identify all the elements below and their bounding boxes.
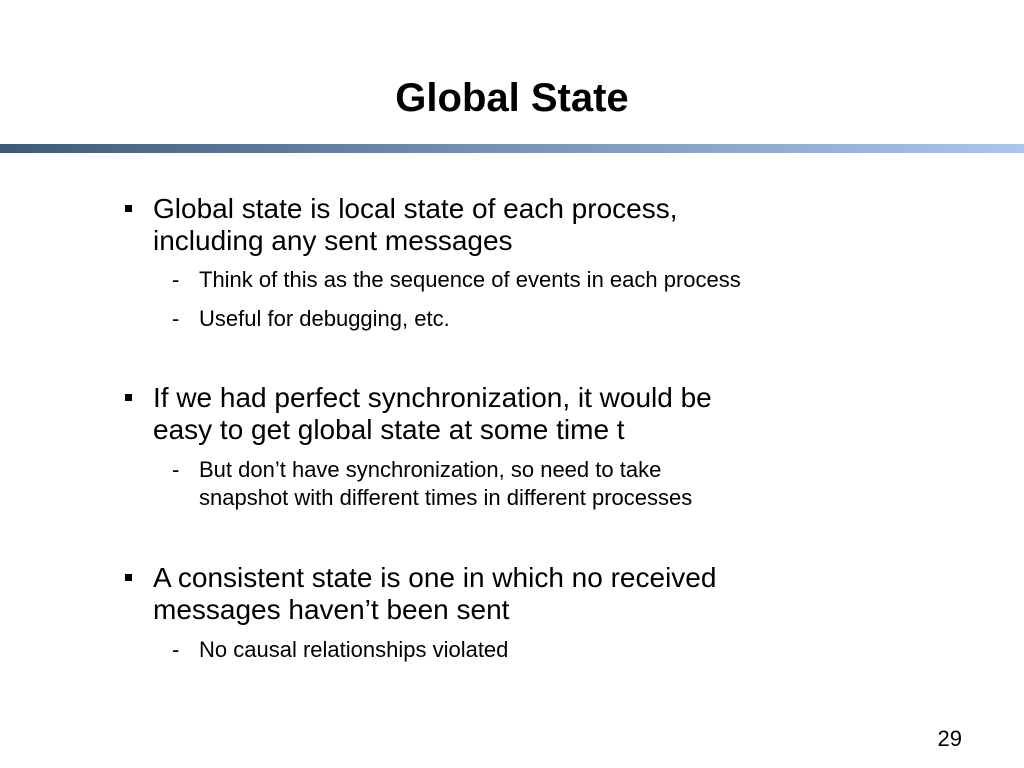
bullet-line: including any sent messages	[153, 225, 513, 256]
bullet-line: messages haven’t been sent	[153, 594, 510, 625]
bullet-line: Global state is local state of each process,	[153, 193, 678, 224]
sub-bullet-marker: -	[172, 306, 180, 331]
sub-bullet-line: snapshot with different times in different processes	[199, 485, 693, 510]
bullet-marker	[125, 205, 132, 212]
bullet-line: A consistent state is one in which no received	[153, 562, 717, 593]
sub-bullet-marker: -	[172, 457, 180, 482]
sub-bullet-line: No causal relationships violated	[199, 637, 509, 662]
sub-bullet-line: But don’t have synchronization, so need to take	[199, 457, 662, 482]
slide-page-number: 29	[937, 726, 962, 751]
bullet-marker	[125, 574, 132, 581]
bullet-line: easy to get global state at some time t	[153, 414, 625, 445]
sub-bullet-marker: -	[172, 267, 180, 292]
sub-bullet-line: Think of this as the sequence of events in each process	[199, 267, 741, 292]
bullet-marker	[125, 394, 132, 401]
bullet-line: If we had perfect synchronization, it would be	[153, 382, 712, 413]
sub-bullet-line: Useful for debugging, etc.	[199, 306, 450, 331]
sub-bullet-marker: -	[172, 637, 180, 662]
slide-title: Global State	[395, 76, 629, 120]
